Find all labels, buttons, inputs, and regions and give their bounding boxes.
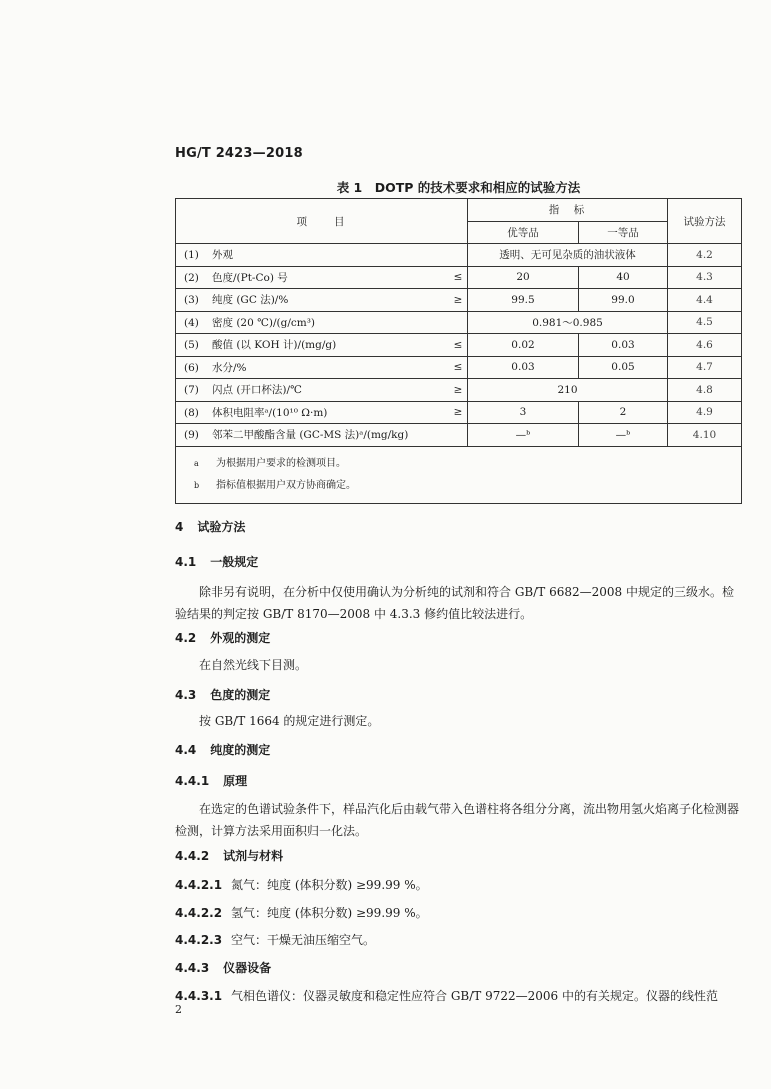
table-row <box>176 334 742 357</box>
row-method: 4.10 <box>668 424 742 447</box>
table-row <box>176 311 742 334</box>
row-method: 4.7 <box>668 356 742 379</box>
row-operator <box>449 244 468 267</box>
row-value-grade1: —ᵇ <box>468 424 579 447</box>
row-operator <box>449 424 468 447</box>
header-grade2: 一等品 <box>579 221 668 244</box>
row-label: (1) 外观 <box>176 244 450 267</box>
row-value-grade1: 0.03 <box>468 356 579 379</box>
section-4-4-3-heading: 4.4.3 仪器设备 <box>175 961 272 975</box>
row-method: 4.6 <box>668 334 742 357</box>
table-row <box>176 356 742 379</box>
row-operator: ≥ <box>449 289 468 312</box>
section-4-3-text: 按 GB/T 1664 的规定进行测定。 <box>199 714 380 728</box>
row-value: 210 <box>468 379 668 402</box>
footnote-a: a 为根据用户要求的检测项目。 <box>194 457 346 469</box>
spec-table <box>175 198 742 504</box>
section-4-2-heading: 4.2 外观的测定 <box>175 631 271 645</box>
row-label: (5) 酸值 (以 KOH 计)/(mg/g) <box>176 334 450 357</box>
table-title: 表 1 DOTP 的技术要求和相应的试验方法 <box>336 180 581 195</box>
item-4-4-2-1: 4.4.2.1 氮气：纯度 (体积分数) ≥99.99 %。 <box>175 878 428 892</box>
section-4-heading: 4 试验方法 <box>175 520 246 534</box>
section-4-1-heading: 4.1 一般规定 <box>175 555 259 569</box>
section-4-4-1-heading: 4.4.1 原理 <box>175 774 248 788</box>
table-row <box>176 401 742 424</box>
row-value-grade2: 0.03 <box>579 334 668 357</box>
row-value: 0.981～0.985 <box>468 311 668 334</box>
header-method: 试验方法 <box>668 199 742 244</box>
row-label: (4) 密度 (20 ℃)/(g/cm³) <box>176 311 450 334</box>
section-4-3-heading: 4.3 色度的测定 <box>175 688 271 702</box>
row-value-grade1: 0.02 <box>468 334 579 357</box>
section-4-1-text: 除非另有说明，在分析中仅使用确认为分析纯的试剂和符合 GB/T 6682—2008 中规定的三级水。检验结果的判定按 GB/T 8170—2008 中 4.3.3 修约值比较法进行。 <box>175 585 734 621</box>
row-value: 透明、无可见杂质的油状液体 <box>468 244 668 267</box>
section-4-4-2-heading: 4.4.2 试剂与材料 <box>175 849 284 863</box>
header-index: 指 标 <box>468 199 668 222</box>
row-value-grade2: 2 <box>579 401 668 424</box>
section-4-2-text: 在自然光线下目测。 <box>199 658 308 672</box>
row-operator: ≥ <box>449 379 468 402</box>
row-value-grade1: 99.5 <box>468 289 579 312</box>
header-item: 项 目 <box>176 199 468 244</box>
table-row <box>176 379 742 402</box>
table-header-row <box>176 199 742 222</box>
table-row <box>176 289 742 312</box>
row-operator: ≥ <box>449 401 468 424</box>
table-row <box>176 244 742 267</box>
table-row <box>176 266 742 289</box>
row-label: (2) 色度/(Pt-Co) 号 <box>176 266 450 289</box>
row-value-grade2: 40 <box>579 266 668 289</box>
row-value-grade2: —ᵇ <box>579 424 668 447</box>
row-method: 4.3 <box>668 266 742 289</box>
table-footnotes <box>176 446 742 503</box>
row-value-grade1: 20 <box>468 266 579 289</box>
row-method: 4.2 <box>668 244 742 267</box>
row-value-grade2: 0.05 <box>579 356 668 379</box>
row-label: (3) 纯度 (GC 法)/% <box>176 289 450 312</box>
row-operator: ≤ <box>449 334 468 357</box>
item-4-4-3-1: 4.4.3.1 气相色谱仪：仪器灵敏度和稳定性应符合 GB/T 9722—2006 中的有关规定。仪器的线性范 <box>175 989 718 1003</box>
section-4-4-heading: 4.4 纯度的测定 <box>175 743 271 757</box>
footnote-cell <box>176 446 742 503</box>
row-value-grade2: 99.0 <box>579 289 668 312</box>
item-4-4-2-3: 4.4.2.3 空气：干燥无油压缩空气。 <box>175 933 376 947</box>
row-method: 4.5 <box>668 311 742 334</box>
row-label: (9) 邻苯二甲酸酯含量 (GC-MS 法)ᵃ/(mg/kg) <box>176 424 450 447</box>
row-method: 4.8 <box>668 379 742 402</box>
row-operator <box>449 311 468 334</box>
row-method: 4.4 <box>668 289 742 312</box>
row-value-grade1: 3 <box>468 401 579 424</box>
row-operator: ≤ <box>449 356 468 379</box>
footnote-b: b 指标值根据用户双方协商确定。 <box>194 479 356 491</box>
table-row <box>176 424 742 447</box>
row-label: (8) 体积电阻率ᵃ/(10¹⁰ Ω·m) <box>176 401 450 424</box>
row-operator: ≤ <box>449 266 468 289</box>
row-label: (6) 水分/% <box>176 356 450 379</box>
header-grade1: 优等品 <box>468 221 579 244</box>
row-method: 4.9 <box>668 401 742 424</box>
standard-code: HG/T 2423—2018 <box>175 146 303 161</box>
row-label: (7) 闪点 (开口杯法)/℃ <box>176 379 450 402</box>
section-4-4-1-text: 在选定的色谱试验条件下，样品汽化后由载气带入色谱柱将各组分分离，流出物用氢火焰离子化检测器检测，计算方法采用面积归一化法。 <box>175 802 740 838</box>
page-number: 2 <box>175 1003 182 1016</box>
item-4-4-2-2: 4.4.2.2 氢气：纯度 (体积分数) ≥99.99 %。 <box>175 906 428 920</box>
